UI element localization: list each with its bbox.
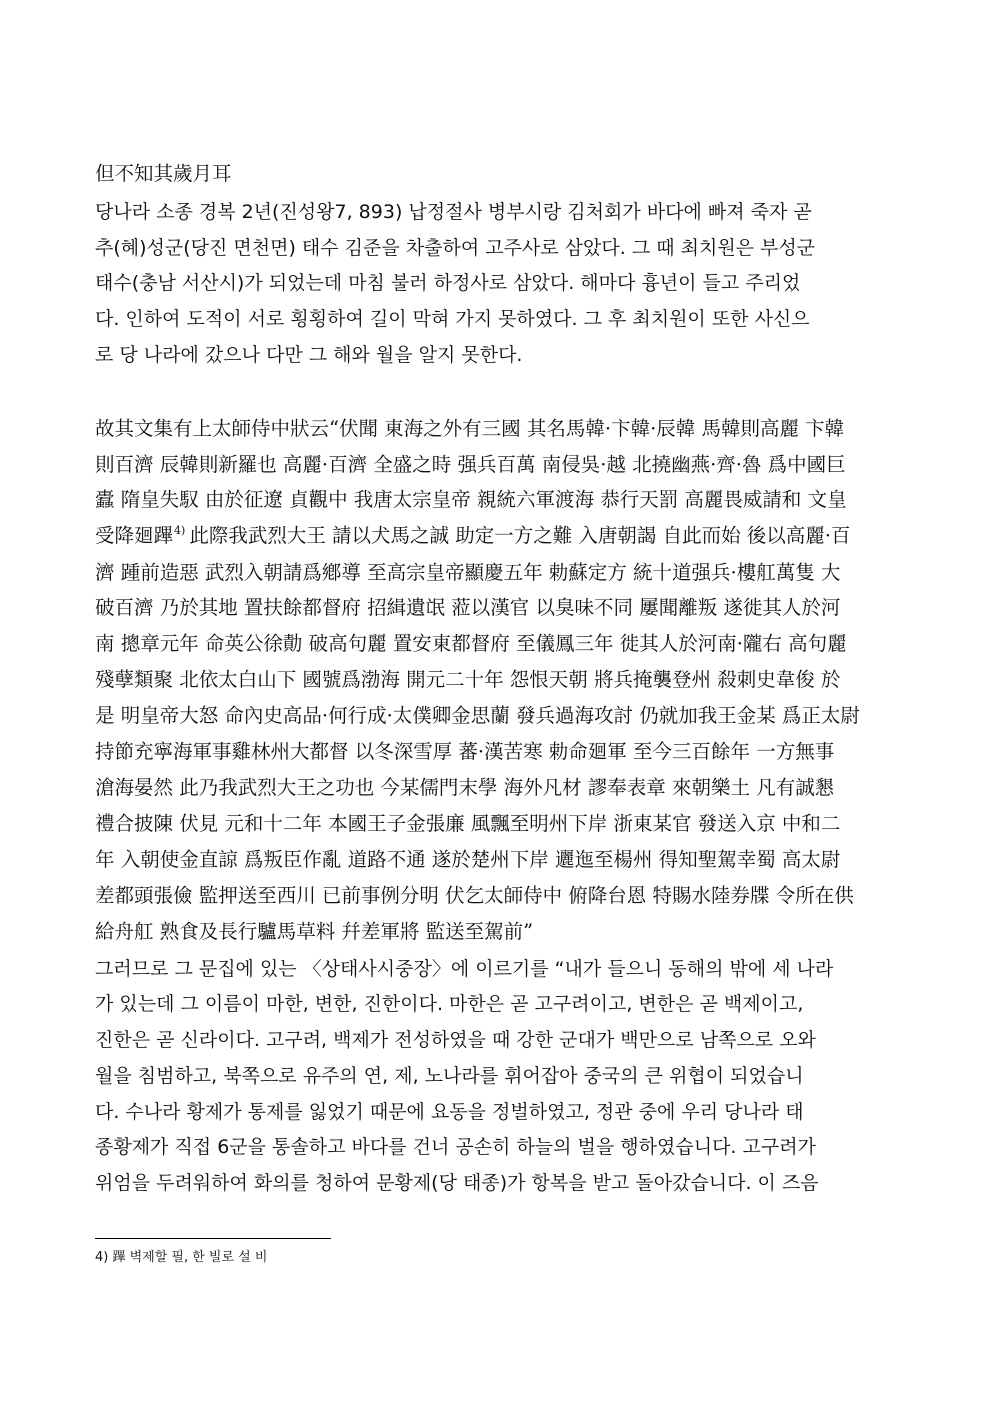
text-line [95, 526, 898, 546]
text-line: 但不知其歲月耳 [95, 162, 232, 185]
text-line: 殘孽類聚 北依太白山下 國號爲渤海 開元二十年 怨恨天朝 將兵掩襲登州 殺刺史韋俊 於 [95, 668, 841, 691]
text-line: 월을 침범하고, 북쪽으로 유주의 연, 제, 노나라를 휘어잡아 중국의 큰 위협이 되었습니 [95, 1065, 804, 1087]
text-segment: 此際我武烈大王 請以犬馬之誠 助定一方之難 入唐朝謁 自此而始 後以高麗·百 [189, 524, 851, 547]
text-line: 給舟舡 熟食及長行驢馬草料 幷差軍將 監送至駕前” [95, 920, 534, 943]
text-line: 則百濟 辰韓則新羅也 高麗·百濟 全盛之時 强兵百萬 南侵吳·越 北撓幽燕·齊·魯 爲中國巨 [95, 453, 846, 476]
text-line: 故其文集有上太師侍中狀云“伏聞 東海之外有三國 其名馬韓·卞韓·辰韓 馬韓則高麗 卞韓 [95, 417, 845, 440]
text-line: 다. 인하여 도적이 서로 횡횡하여 길이 막혀 가지 못하였다. 그 후 최치원이 또한 사신으 [95, 308, 810, 330]
text-line: 가 있는데 그 이름이 마한, 변한, 진한이다. 마한은 곧 고구려이고, 변한은 곧 백제이고, [95, 993, 804, 1015]
text-line: 로 당 나라에 갔으나 다만 그 해와 월을 알지 못한다. [95, 344, 523, 366]
text-line: 종황제가 직접 6군을 통솔하고 바다를 건너 공손히 하늘의 벌을 행하였습니다. 고구려가 [95, 1136, 816, 1158]
text-line: 南 摠章元年 命英公徐勣 破高句麗 置安東都督府 至儀鳳三年 徙其人於河南·隴右 高句麗 [95, 632, 847, 655]
text-line: 추(혜)성군(당진 면천면) 태수 김준을 차출하여 고주사로 삼았다. 그 때 최치원은 부성군 [95, 237, 816, 259]
text-line: 年 入朝使金直諒 爲叛臣作亂 道路不通 遂於楚州下岸 邐迤至楊州 得知聖駕幸蜀 高太尉 [95, 848, 841, 871]
footnote-divider [95, 1238, 331, 1239]
text-line: 差都頭張儉 監押送至西川 已前事例分明 伏乞太師侍中 俯降台恩 特賜水陸券牒 令所在供 [95, 884, 854, 907]
footnote-marker: 4) [174, 524, 186, 537]
text-line: 다. 수나라 황제가 통제를 잃었기 때문에 요동을 정벌하였고, 정관 중에 우리 당나라 태 [95, 1101, 804, 1123]
text-line: 持節充寧海軍事雞林州大都督 以冬深雪厚 蕃·漢苦寒 勅命廻軍 至今三百餘年 一方無事 [95, 740, 835, 763]
footnote: 4) 蹕 벽제할 필, 한 빌로 설 비 [95, 1250, 268, 1265]
text-line: 蠹 隋皇失馭 由於征遼 貞觀中 我唐太宗皇帝 親統六軍渡海 恭行天罰 高麗畏威請和 文皇 [95, 488, 847, 511]
text-line: 당나라 소종 경복 2년(진성왕7, 893) 납정절사 병부시랑 김처회가 바다에 빠져 죽자 곧 [95, 201, 812, 223]
text-line: 위엄을 두려워하여 화의를 청하여 문황제(당 태종)가 항복을 받고 돌아갔습니다. 이 즈음 [95, 1172, 819, 1194]
text-line: 濟 踵前造惡 武烈入朝請爲鄕導 至高宗皇帝顯慶五年 勅蘇定方 統十道强兵·樓舡萬隻 大 [95, 561, 841, 584]
text-segment: 受降廻蹕 [95, 524, 174, 547]
text-line: 破百濟 乃於其地 置扶餘都督府 招緝遺氓 蒞以漢官 以臭味不同 屢聞離叛 遂徙其人於河 [95, 596, 841, 619]
text-line: 진한은 곧 신라이다. 고구려, 백제가 전성하였을 때 강한 군대가 백만으로 남쪽으로 오와 [95, 1029, 816, 1051]
text-line: 태수(충남 서산시)가 되었는데 마침 불러 하정사로 삼았다. 해마다 흉년이 들고 주리었 [95, 272, 801, 294]
text-line: 是 明皇帝大怒 命內史高品·何行成·太僕卿金思蘭 發兵過海攻討 仍就加我王金某 爲正太尉 [95, 704, 860, 727]
text-line: 滄海晏然 此乃我武烈大王之功也 今某儒門末學 海外凡材 謬奉表章 來朝樂土 凡有誠懇 [95, 776, 835, 799]
text-line: 禮合披陳 伏見 元和十二年 本國王子金張廉 風飄至明州下岸 浙東某官 發送入京 中和二 [95, 812, 841, 835]
text-line: 그러므로 그 문집에 있는 〈상태사시중장〉에 이르기를 “내가 들으니 동해의 밖에 세 나라 [95, 958, 834, 980]
